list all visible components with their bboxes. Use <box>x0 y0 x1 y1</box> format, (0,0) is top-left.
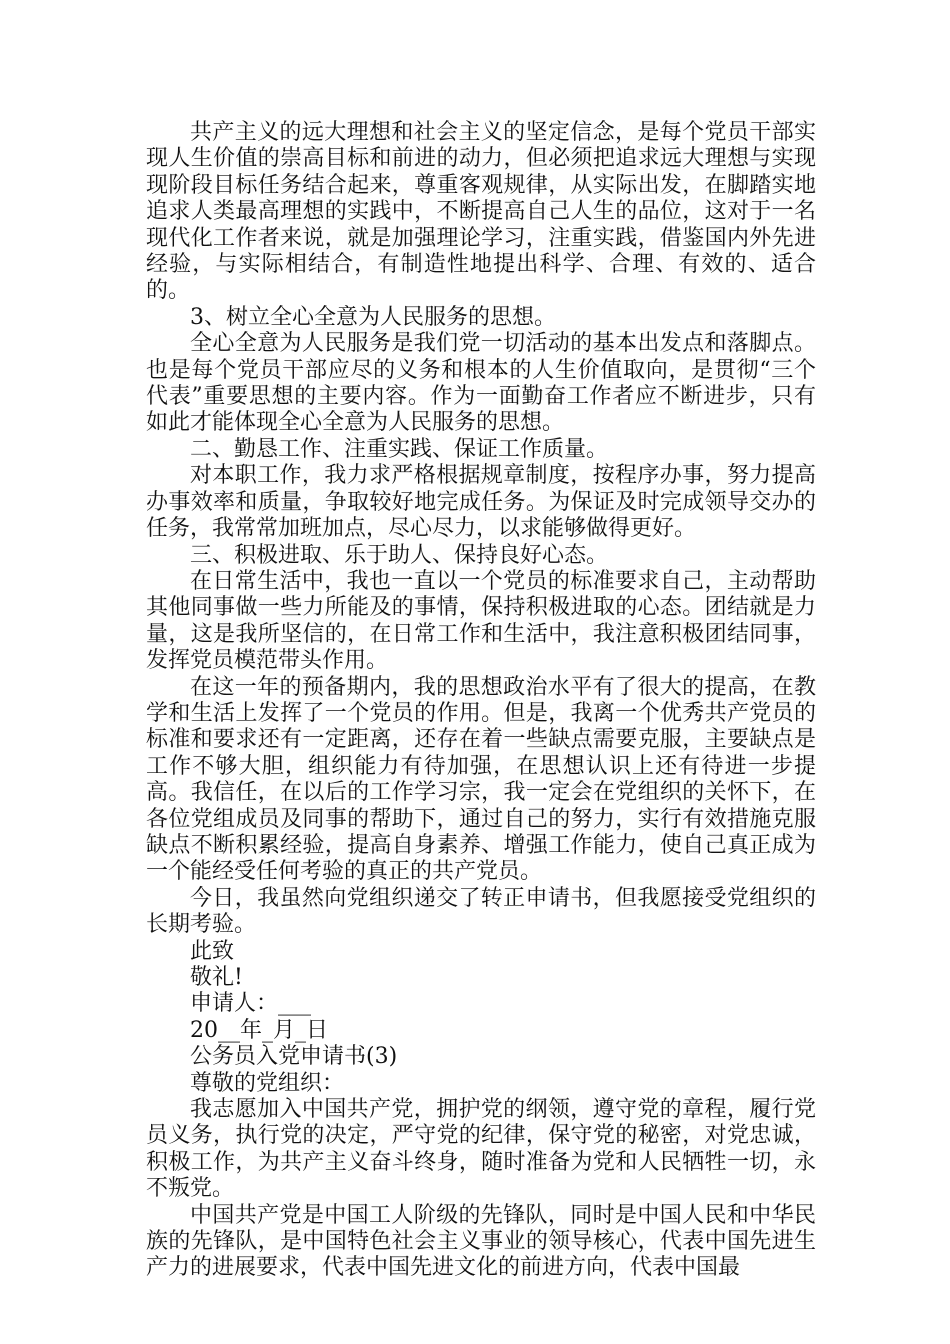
section-title: 公务员入党申请书(3) <box>190 1044 398 1070</box>
date-line: 20__年_月_日 <box>190 1017 328 1043</box>
paragraph-diligent-work: 对本职工作，我力求严格根据规章制度，按程序办事，努力提高办事效率和质量，争取较好地完成任务。为保证及时完成领导交办的任务，我常常加班加点，尽心尽力，以求能够做得更好。 <box>146 463 816 542</box>
closing-regards: 敬礼! <box>190 965 243 990</box>
document-body <box>146 120 816 1282</box>
heading-diligent-work: 二、勤恳工作、注重实践、保证工作质量。 <box>190 436 609 462</box>
paragraph-probation-year: 在这一年的预备期内，我的思想政治水平有了很大的提高，在教学和生活上发挥了一个党员的作用。但是，我离一个优秀共产党员的标准和要求还有一定距离，还存在着一些缺点需要克服，主要缺点是工作不够大胆，组织能力有待加强，在思想认识上还有待进一步提高。我信任，在以后的工作学习宗，我一定会在党组织的关怀下，在各位党组成员及同事的帮助下，通过自己的努力，实行有效措施克服缺点不断积累经验，提高自身素养、增强工作能力，使自己真正成为一个能经受任何考验的真正的共产党员。 <box>146 674 816 885</box>
paragraph-ideals: 共产主义的远大理想和社会主义的坚定信念，是每个党员干部实现人生价值的崇高目标和前进的动力，但必须把追求远大理想与实现现阶段目标任务结合起来，尊重客观规律，从实际出发，在脚踏实地追求人类最高理想的实践中，不断提高自己人生的品位，这对于一名现代化工作者来说，就是加强理论学习，注重实践，借鉴国内外先进经验，与实际相结合，有制造性地提出科学、合理、有效的、适合的。 <box>146 120 816 304</box>
heading-positive-attitude: 三、积极进取、乐于助人、保持良好心态。 <box>190 542 609 568</box>
paragraph-party-description: 中国共产党是中国工人阶级的先锋队，同时是中国人民和中华民族的先锋队，是中国特色社会主义事业的领导核心，代表中国先进生产力的进展要求，代表中国先进文化的前进方向，代表中国最 <box>146 1202 816 1281</box>
paragraph-daily-life: 在日常生活中，我也一直以一个党员的标准要求自己，主动帮助其他同事做一些力所能及的事情，保持积极进取的心态。团结就是力量，这是我所坚信的，在日常工作和生活中，我注意积极团结同事，发挥党员模范带头作用。 <box>146 568 816 674</box>
paragraph-serve-people: 全心全意为人民服务是我们党一切活动的基本出发点和落脚点。也是每个党员干部应尽的义务和根本的人生价值取向，是贯彻“三个代表”重要思想的主要内容。作为一面勤奋工作者应不断进步，只有如此才能体现全心全意为人民服务的思想。 <box>146 331 816 436</box>
paragraph-application: 今日，我虽然向党组织递交了转正申请书，但我愿接受党组织的长期考验。 <box>146 885 816 938</box>
closing-salutation: 此致 <box>190 938 235 964</box>
paragraph-pledge: 我志愿加入中国共产党，拥护党的纲领，遵守党的章程，履行党员义务，执行党的决定，严守党的纪律，保守党的秘密，对党忠诚，积极工作，为共产主义奋斗终身，随时准备为党和人民牺牲一切，永不叛党。 <box>146 1097 816 1202</box>
heading-serve-people: 3、树立全心全意为人民服务的思想。 <box>190 304 556 330</box>
greeting: 尊敬的党组织： <box>190 1070 345 1096</box>
applicant-signature-line: 申请人：___ <box>190 991 312 1017</box>
